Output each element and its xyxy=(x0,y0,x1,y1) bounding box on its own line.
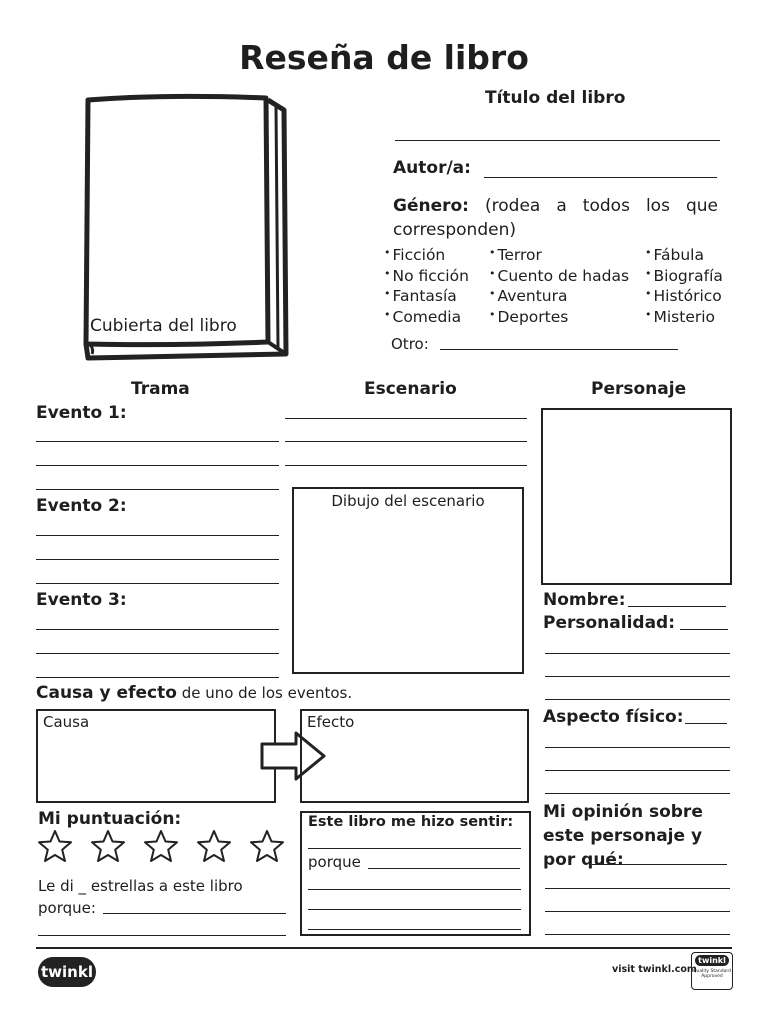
other-genre-label: Otro: xyxy=(391,335,429,353)
cover-label: Cubierta del libro xyxy=(90,316,237,336)
appearance-line[interactable] xyxy=(545,793,730,794)
book-title-field[interactable] xyxy=(395,140,720,141)
opinion-label: Mi opinión sobre este personaje y por qué: xyxy=(543,802,703,870)
genre-option[interactable]: • Histórico xyxy=(645,287,722,305)
star-icon[interactable] xyxy=(196,829,232,863)
rating-text-2: porque: xyxy=(38,899,96,917)
twinkl-logo: twinkl xyxy=(38,957,96,987)
genre-option[interactable]: • Biografía xyxy=(645,267,723,285)
effect-box[interactable] xyxy=(300,709,529,803)
event2-line[interactable] xyxy=(36,559,279,560)
feelings-line[interactable] xyxy=(308,909,521,910)
book-title-label: Título del libro xyxy=(485,88,626,108)
character-name-field[interactable] xyxy=(628,606,726,607)
feelings-line[interactable] xyxy=(368,868,520,869)
feelings-heading: Este libro me hizo sentir: xyxy=(308,814,514,830)
event1-label: Evento 1: xyxy=(36,403,127,423)
genre-label: Género: xyxy=(393,196,469,216)
appearance-label: Aspecto físico: xyxy=(543,707,684,727)
star-icon[interactable] xyxy=(143,829,179,863)
feelings-because: porque xyxy=(308,853,361,871)
rating-text-1: Le di _ estrellas a este libro xyxy=(38,877,243,895)
opinion-line[interactable] xyxy=(545,888,730,889)
personality-field[interactable] xyxy=(680,629,728,630)
personality-line[interactable] xyxy=(545,653,730,654)
rating-heading: Mi puntuación: xyxy=(38,809,182,829)
event3-line[interactable] xyxy=(36,653,279,654)
author-field[interactable] xyxy=(484,177,717,178)
genre-option[interactable]: • Fábula xyxy=(645,246,704,264)
event3-line[interactable] xyxy=(36,677,279,678)
opinion-field[interactable] xyxy=(592,864,727,865)
star-icon[interactable] xyxy=(249,829,285,863)
genre-option[interactable]: • Deportes xyxy=(489,308,568,326)
page-title: Reseña de libro xyxy=(239,38,529,77)
event1-line[interactable] xyxy=(36,441,279,442)
character-name-label: Nombre: xyxy=(543,590,626,610)
rating-reason-line[interactable] xyxy=(38,935,286,936)
character-heading: Personaje xyxy=(591,379,687,399)
setting-line[interactable] xyxy=(285,418,527,419)
genre-option[interactable]: • Aventura xyxy=(489,287,568,305)
other-genre-field[interactable] xyxy=(440,349,678,350)
cause-label: Causa xyxy=(43,713,90,731)
setting-line[interactable] xyxy=(285,465,527,466)
cause-effect-bold: Causa y efecto xyxy=(36,683,177,703)
personality-line[interactable] xyxy=(545,676,730,677)
footer-divider xyxy=(36,947,732,949)
footer-url[interactable]: visit twinkl.com xyxy=(612,964,697,975)
event2-line[interactable] xyxy=(36,535,279,536)
genre-option[interactable]: • Fantasía xyxy=(384,287,457,305)
cause-effect-rest: de uno de los eventos. xyxy=(181,684,353,702)
feelings-box[interactable] xyxy=(300,811,531,936)
author-label: Autor/a: xyxy=(393,158,471,178)
character-drawing-box[interactable] xyxy=(541,408,732,585)
genre-option[interactable]: • Ficción xyxy=(384,246,445,264)
genre-option[interactable]: • Cuento de hadas xyxy=(489,267,629,285)
genre-instruction: (rodea a todos los que corresponden) xyxy=(393,196,718,240)
feelings-line[interactable] xyxy=(308,889,521,890)
setting-heading: Escenario xyxy=(364,379,457,399)
feelings-line[interactable] xyxy=(308,848,521,849)
setting-drawing-label: Dibujo del escenario xyxy=(331,492,485,510)
star-icon[interactable] xyxy=(90,829,126,863)
setting-drawing-box[interactable] xyxy=(292,487,524,674)
genre-heading xyxy=(393,194,718,242)
personality-line[interactable] xyxy=(545,699,730,700)
event3-line[interactable] xyxy=(36,629,279,630)
personality-label: Personalidad: xyxy=(543,613,676,633)
setting-line[interactable] xyxy=(285,441,527,442)
appearance-line[interactable] xyxy=(545,747,730,748)
appearance-field[interactable] xyxy=(685,723,727,724)
event2-line[interactable] xyxy=(36,583,279,584)
effect-label: Efecto xyxy=(307,713,355,731)
opinion-line[interactable] xyxy=(545,934,730,935)
event3-label: Evento 3: xyxy=(36,590,127,610)
event2-label: Evento 2: xyxy=(36,496,127,516)
event1-line[interactable] xyxy=(36,489,279,490)
event1-line[interactable] xyxy=(36,465,279,466)
star-icon[interactable] xyxy=(37,829,73,863)
plot-heading: Trama xyxy=(131,379,190,399)
feelings-line[interactable] xyxy=(308,929,521,930)
genre-option[interactable]: • No ficción xyxy=(384,267,469,285)
genre-option[interactable]: • Misterio xyxy=(645,308,715,326)
quality-badge xyxy=(691,952,733,990)
badge-logo: twinkl xyxy=(695,955,729,966)
genre-option[interactable]: • Terror xyxy=(489,246,542,264)
cause-effect-heading xyxy=(36,683,352,703)
appearance-line[interactable] xyxy=(545,770,730,771)
genre-option[interactable]: • Comedia xyxy=(384,308,461,326)
badge-text: Quality Standard Approved xyxy=(693,969,731,979)
opinion-line[interactable] xyxy=(545,911,730,912)
cause-box[interactable] xyxy=(36,709,276,803)
rating-reason-field[interactable] xyxy=(103,913,286,914)
